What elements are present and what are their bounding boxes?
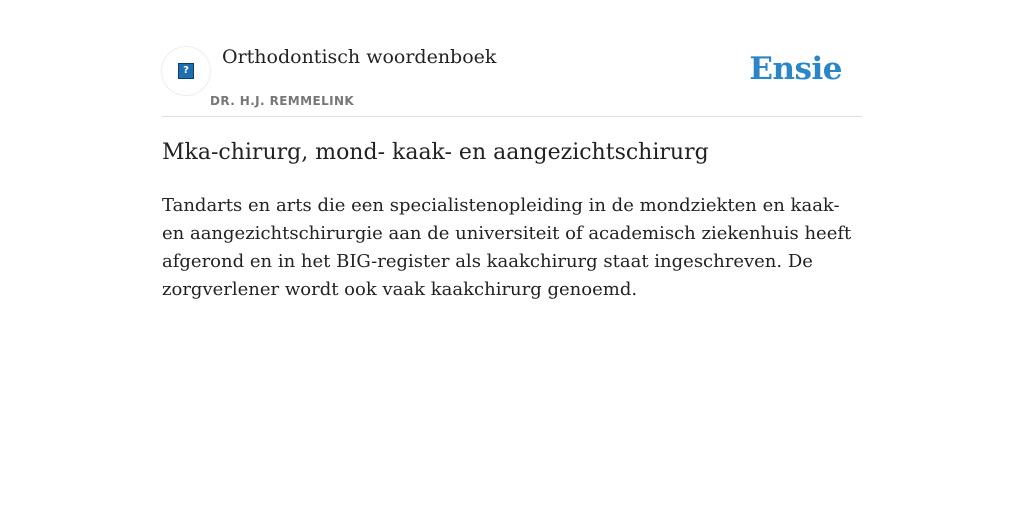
dictionary-header <box>162 0 862 117</box>
question-book-icon: ? <box>178 63 194 79</box>
book-author: DR. H.J. REMMELINK <box>210 94 355 108</box>
entry-title: Mka-chirurg, mond- kaak- en aangezichtschirurg <box>162 140 709 165</box>
book-title-link[interactable]: Orthodontisch woordenboek <box>222 46 497 68</box>
page-container <box>162 0 862 300</box>
entry-definition: Tandarts en arts die een specialistenopleiding in de mondziekten en kaak- en aangezichtschirurgie aan de universiteit of academisch ziekenhuis heeft afgerond en in het BIG-register als kaakchirurg staat ingeschreven. De zorgverlener wordt ook vaak kaakchirurg genoemd. <box>162 195 852 300</box>
book-thumbnail[interactable] <box>162 47 210 95</box>
ensie-logo[interactable]: Ensie <box>749 51 842 87</box>
